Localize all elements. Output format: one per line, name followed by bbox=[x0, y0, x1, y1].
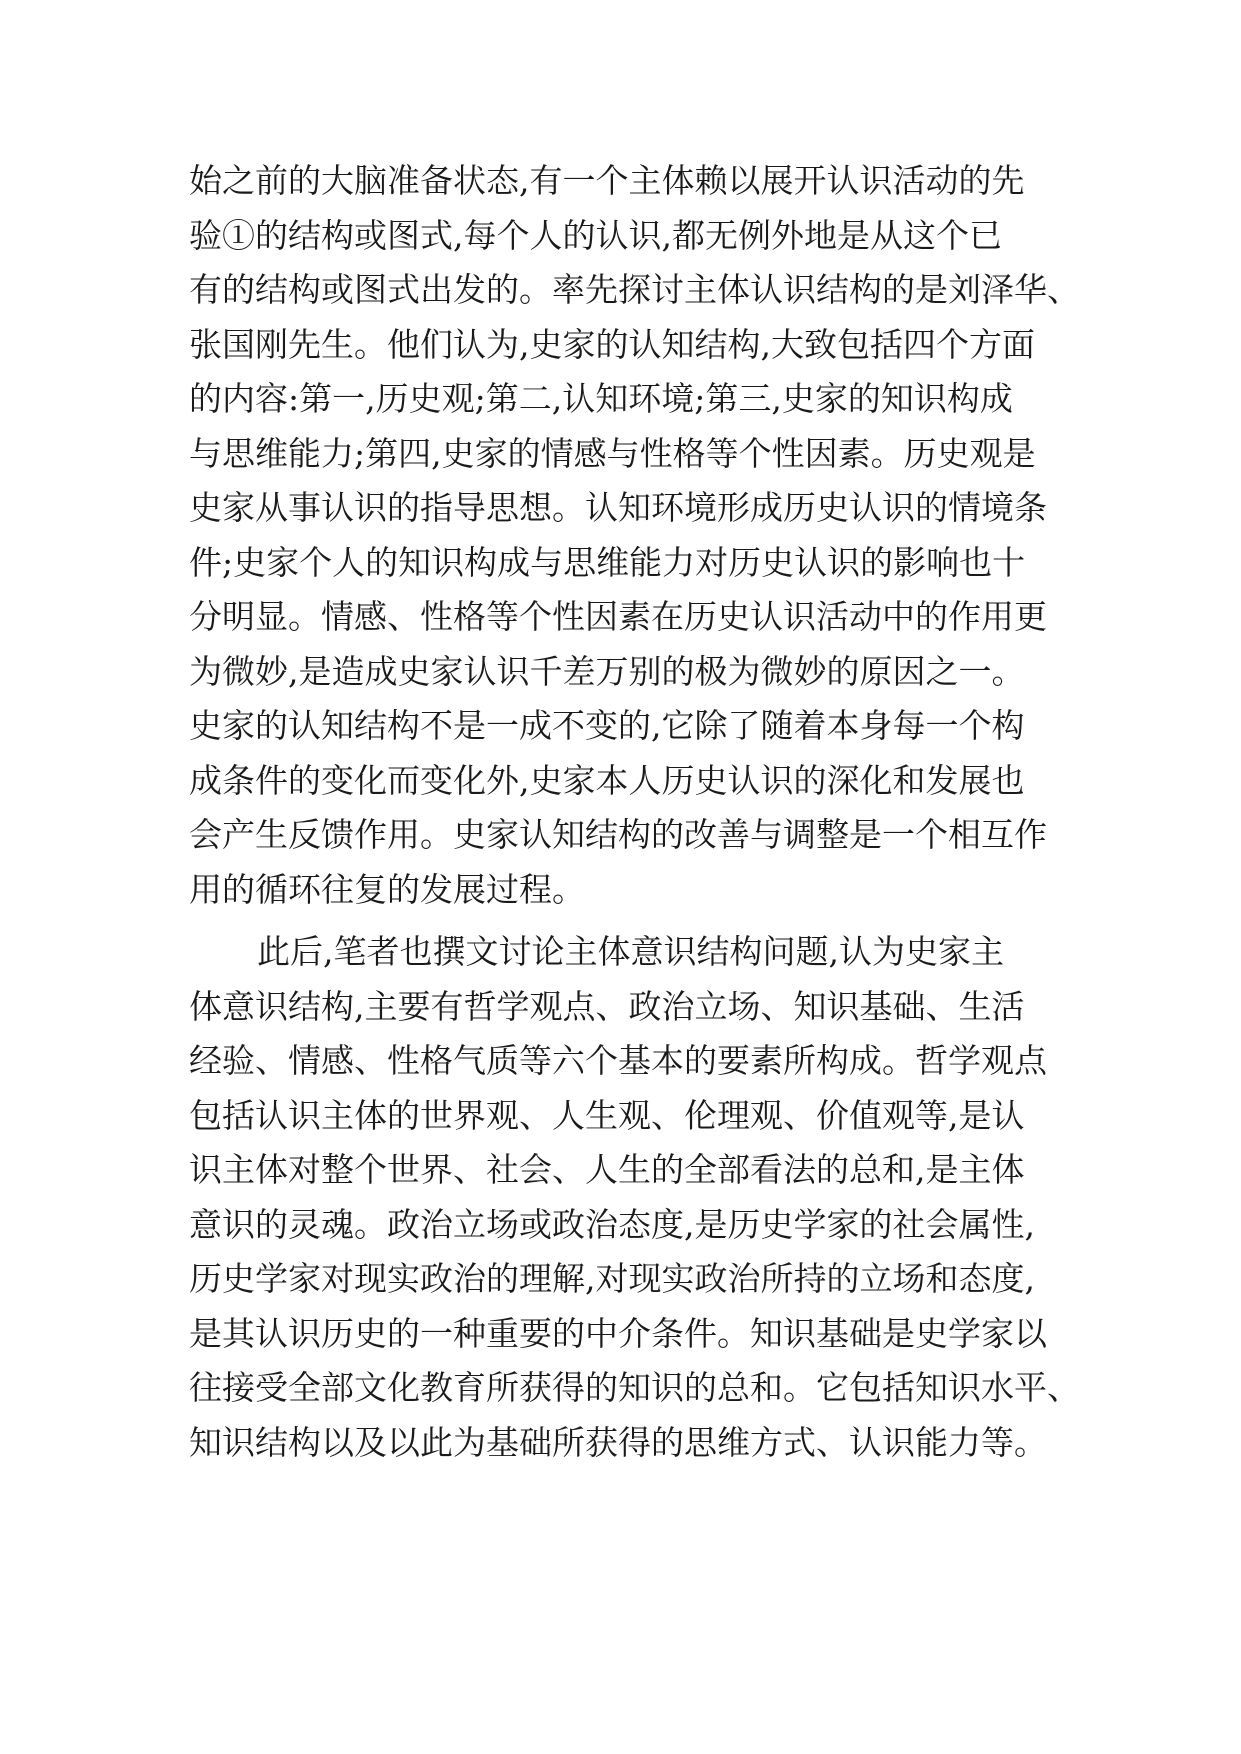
paragraph-1 bbox=[189, 160, 1089, 911]
paragraph-2 bbox=[189, 931, 1089, 1464]
text-line: 包括认识主体的世界观、人生观、伦理观、价值观等,是认 bbox=[189, 1095, 1025, 1135]
text-line: 分明显。情感、性格等个性因素在历史认识活动中的作用更 bbox=[189, 597, 1047, 636]
text-line: 识主体对整个世界、社会、人生的全部看法的总和,是主体 bbox=[189, 1150, 1025, 1189]
text-line: 知识结构以及以此为基础所获得的思维方式、认识能力等。 bbox=[189, 1422, 1047, 1462]
text-line: 体意识结构,主要有哲学观点、政治立场、知识基础、生活 bbox=[189, 986, 1025, 1026]
text-line: 用的循环往复的发展过程。 bbox=[189, 869, 585, 909]
text-line: 经验、情感、性格气质等六个基本的要素所构成。哲学观点 bbox=[189, 1041, 1047, 1080]
text-line: 史家的认知结构不是一成不变的,它除了随着本身每一个构 bbox=[189, 706, 1025, 745]
text-line: 与思维能力;第四,史家的情感与性格等个性因素。历史观是 bbox=[189, 433, 1036, 473]
document-body bbox=[189, 160, 1089, 1476]
text-line: 此后,笔者也撰文讨论主体意识结构问题,认为史家主 bbox=[257, 932, 1004, 971]
text-line: 成条件的变化而变化外,史家本人历史认识的深化和发展也 bbox=[189, 760, 1025, 800]
text-line: 张国刚先生。他们认为,史家的认知结构,大致包括四个方面 bbox=[189, 324, 1035, 364]
text-line: 史家从事认识的指导思想。认知环境形成历史认识的情境条 bbox=[189, 488, 1047, 527]
paragraph-spacer bbox=[189, 923, 1089, 931]
text-line: 件;史家个人的知识构成与思维能力对历史认识的影响也十 bbox=[189, 542, 1026, 582]
text-line: 会产生反馈作用。史家认知结构的改善与调整是一个相互作 bbox=[189, 815, 1047, 854]
text-line: 始之前的大脑准备状态,有一个主体赖以展开认识活动的先 bbox=[189, 161, 1025, 200]
text-line: 验①的结构或图式,每个人的认识,都无例外地是从这个已 bbox=[189, 215, 1002, 255]
text-line: 历史学家对现实政治的理解,对现实政治所持的立场和态度, bbox=[189, 1259, 1035, 1298]
text-line: 意识的灵魂。政治立场或政治态度,是历史学家的社会属性, bbox=[189, 1204, 1035, 1244]
text-line: 的内容:第一,历史观;第二,认知环境;第三,史家的知识构成 bbox=[189, 379, 1013, 418]
text-line: 是其认识历史的一种重要的中介条件。知识基础是史学家以 bbox=[189, 1313, 1047, 1353]
text-line: 往接受全部文化教育所获得的知识的总和。它包括知识水平、 bbox=[189, 1368, 1080, 1407]
text-line: 有的结构或图式出发的。率先探讨主体认识结构的是刘泽华、 bbox=[189, 270, 1080, 309]
text-line: 为微妙,是造成史家认识千差万别的极为微妙的原因之一。 bbox=[189, 651, 1025, 691]
